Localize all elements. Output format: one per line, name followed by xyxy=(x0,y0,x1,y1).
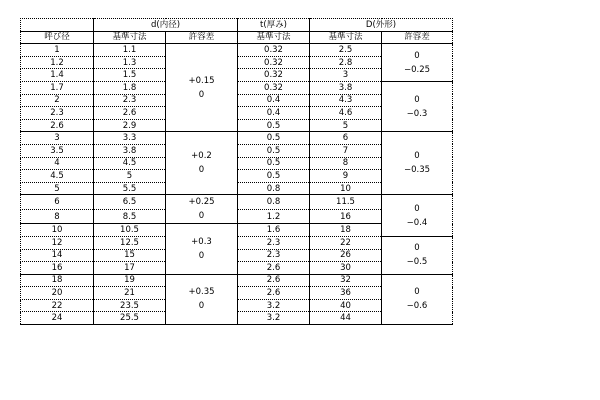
D-base-cell: 6 xyxy=(310,132,382,145)
t-base-cell: 1.2 xyxy=(238,209,310,224)
nominal-cell: 8 xyxy=(21,209,94,224)
D-base-cell: 9 xyxy=(310,170,382,183)
D-tolerance-cell-lower: −0.3 xyxy=(406,108,428,119)
d-tolerance-cell xyxy=(166,132,238,195)
nominal-cell: 3 xyxy=(21,132,94,145)
d-tolerance-cell xyxy=(166,274,238,324)
D-base-cell: 4.3 xyxy=(310,94,382,107)
d-tolerance-cell-upper: +0.25 xyxy=(188,197,215,208)
nominal-cell: 4.5 xyxy=(21,170,94,183)
t-base-cell: 0.4 xyxy=(238,107,310,120)
D-base-cell: 32 xyxy=(310,274,382,287)
nominal-header: 呼び径 xyxy=(21,31,94,44)
D-tolerance-cell-lower: −0.6 xyxy=(406,301,428,312)
D-tolerance-cell-lower: −0.25 xyxy=(403,64,431,75)
d-base-cell: 3.8 xyxy=(94,144,166,157)
d-base-cell: 17 xyxy=(94,262,166,275)
t-base-header: 基準寸法 xyxy=(238,31,310,44)
D-base-cell: 2.5 xyxy=(310,44,382,57)
t-base-cell: 0.32 xyxy=(238,81,310,94)
table-row xyxy=(21,195,453,210)
t-base-cell: 3.2 xyxy=(238,312,310,325)
d-base-cell: 12.5 xyxy=(94,236,166,249)
D-tolerance-cell-lower: −0.5 xyxy=(406,257,428,268)
nominal-cell: 2.3 xyxy=(21,107,94,120)
t-base-cell: 2.6 xyxy=(238,274,310,287)
nominal-cell: 2.6 xyxy=(21,119,94,132)
t-base-cell: 1.6 xyxy=(238,224,310,237)
nominal-cell: 2 xyxy=(21,94,94,107)
nominal-cell: 1.7 xyxy=(21,81,94,94)
nominal-cell: 22 xyxy=(21,299,94,312)
d-tolerance-cell-lower: 0 xyxy=(198,251,205,261)
table-body xyxy=(21,44,453,325)
D-tolerance-cell-upper: 0 xyxy=(414,287,420,298)
t-base-cell: 3.2 xyxy=(238,299,310,312)
d-tolerance-cell-upper: +0.3 xyxy=(191,237,212,247)
d-base-cell: 2.9 xyxy=(94,119,166,132)
t-base-cell: 0.5 xyxy=(238,144,310,157)
d-base-cell: 6.5 xyxy=(94,195,166,210)
column-header-row xyxy=(21,31,453,44)
D-base-cell: 44 xyxy=(310,312,382,325)
D-base-cell: 8 xyxy=(310,157,382,170)
nominal-cell: 14 xyxy=(21,249,94,262)
D-base-cell: 7 xyxy=(310,144,382,157)
d-base-cell: 25.5 xyxy=(94,312,166,325)
d-tolerance-cell-lower: 0 xyxy=(198,89,205,100)
d-tolerance-cell-upper: +0.2 xyxy=(191,151,212,162)
d-base-cell: 8.5 xyxy=(94,209,166,224)
D-tolerance-cell-upper: 0 xyxy=(414,50,420,61)
d-tolerance-cell-lower: 0 xyxy=(198,211,205,222)
d-base-cell: 1.8 xyxy=(94,81,166,94)
D-group-header: D(外形) xyxy=(310,19,453,32)
d-base-cell: 21 xyxy=(94,287,166,300)
D-base-cell: 30 xyxy=(310,262,382,275)
t-base-cell: 2.3 xyxy=(238,249,310,262)
D-tolerance-cell xyxy=(382,81,453,131)
D-tolerance-cell-upper: 0 xyxy=(414,94,420,105)
d-base-cell: 1.5 xyxy=(94,69,166,82)
D-tolerance-cell xyxy=(382,44,453,82)
nominal-cell: 3.5 xyxy=(21,144,94,157)
d-tolerance-cell-upper: +0.15 xyxy=(188,75,215,86)
nominal-cell: 24 xyxy=(21,312,94,325)
t-base-cell: 2.3 xyxy=(238,236,310,249)
D-tolerance-cell-upper: 0 xyxy=(414,203,420,214)
D-tolerance-cell xyxy=(382,236,453,274)
nominal-cell: 6 xyxy=(21,195,94,210)
d-base-header: 基準寸法 xyxy=(94,31,166,44)
D-base-cell: 16 xyxy=(310,209,382,224)
nominal-cell: 1.2 xyxy=(21,56,94,69)
table-row xyxy=(21,44,453,57)
nominal-cell: 4 xyxy=(21,157,94,170)
D-base-cell: 18 xyxy=(310,224,382,237)
D-tolerance-header: 許容差 xyxy=(382,31,453,44)
D-tolerance-cell xyxy=(382,274,453,324)
D-base-cell: 40 xyxy=(310,299,382,312)
d-base-cell: 10.5 xyxy=(94,224,166,237)
nominal-cell: 5 xyxy=(21,182,94,195)
d-tolerance-cell-lower: 0 xyxy=(198,165,205,176)
D-base-header: 基準寸法 xyxy=(310,31,382,44)
D-base-cell: 10 xyxy=(310,182,382,195)
d-base-cell: 1.1 xyxy=(94,44,166,57)
t-base-cell: 0.8 xyxy=(238,182,310,195)
D-tolerance-cell-lower: −0.4 xyxy=(406,217,428,228)
D-tolerance-cell-upper: 0 xyxy=(414,151,420,162)
d-tolerance-cell-upper: +0.35 xyxy=(188,287,215,298)
d-base-cell: 2.3 xyxy=(94,94,166,107)
t-base-cell: 0.5 xyxy=(238,170,310,183)
t-base-cell: 0.5 xyxy=(238,157,310,170)
t-base-cell: 0.32 xyxy=(238,44,310,57)
nominal-cell: 20 xyxy=(21,287,94,300)
t-base-cell: 0.5 xyxy=(238,132,310,145)
d-base-cell: 19 xyxy=(94,274,166,287)
d-base-cell: 4.5 xyxy=(94,157,166,170)
table-row xyxy=(21,274,453,287)
d-group-header: d(内径) xyxy=(94,19,238,32)
D-base-cell: 36 xyxy=(310,287,382,300)
d-tolerance-cell xyxy=(166,195,238,224)
t-base-cell: 2.6 xyxy=(238,287,310,300)
D-tolerance-cell xyxy=(382,132,453,195)
nominal-cell: 16 xyxy=(21,262,94,275)
D-tolerance-cell-upper: 0 xyxy=(414,243,420,254)
d-base-cell: 3.3 xyxy=(94,132,166,145)
nominal-cell: 1.4 xyxy=(21,69,94,82)
t-base-cell: 2.6 xyxy=(238,262,310,275)
d-base-cell: 23.5 xyxy=(94,299,166,312)
D-base-cell: 22 xyxy=(310,236,382,249)
t-base-cell: 0.32 xyxy=(238,69,310,82)
D-tolerance-cell-lower: −0.35 xyxy=(403,165,431,176)
group-header-row xyxy=(21,19,453,32)
d-tolerance-cell-lower: 0 xyxy=(198,301,205,312)
washer-dimension-table xyxy=(20,18,453,325)
nominal-cell: 12 xyxy=(21,236,94,249)
d-base-cell: 2.6 xyxy=(94,107,166,120)
table-row xyxy=(21,132,453,145)
d-base-cell: 1.3 xyxy=(94,56,166,69)
d-base-cell: 5.5 xyxy=(94,182,166,195)
blank-header-cell xyxy=(21,19,94,32)
D-base-cell: 11.5 xyxy=(310,195,382,210)
d-tolerance-cell xyxy=(166,44,238,132)
t-base-cell: 0.8 xyxy=(238,195,310,210)
D-base-cell: 3 xyxy=(310,69,382,82)
d-base-cell: 5 xyxy=(94,170,166,183)
d-tolerance-header: 許容差 xyxy=(166,31,238,44)
t-base-cell: 0.4 xyxy=(238,94,310,107)
D-base-cell: 26 xyxy=(310,249,382,262)
t-group-header: t(厚み) xyxy=(238,19,310,32)
D-base-cell: 2.8 xyxy=(310,56,382,69)
D-base-cell: 4.6 xyxy=(310,107,382,120)
nominal-cell: 1 xyxy=(21,44,94,57)
D-tolerance-cell xyxy=(382,195,453,237)
d-base-cell: 15 xyxy=(94,249,166,262)
D-base-cell: 3.8 xyxy=(310,81,382,94)
t-base-cell: 0.32 xyxy=(238,56,310,69)
nominal-cell: 10 xyxy=(21,224,94,237)
nominal-cell: 18 xyxy=(21,274,94,287)
d-tolerance-cell xyxy=(166,224,238,274)
D-base-cell: 5 xyxy=(310,119,382,132)
t-base-cell: 0.5 xyxy=(238,119,310,132)
